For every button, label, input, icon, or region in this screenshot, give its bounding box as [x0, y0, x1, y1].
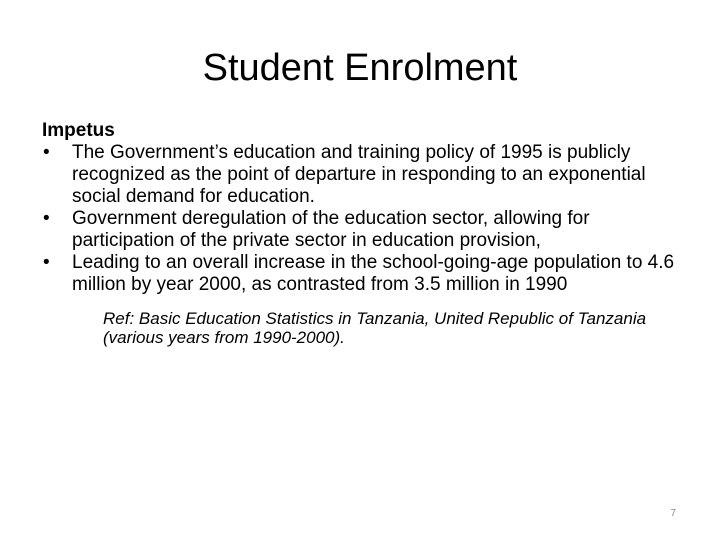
bullet-item	[42, 252, 682, 296]
bullet-item	[42, 208, 682, 252]
bullet-text: The Government’s education and training policy of 1995 is publicly recognized as the point of departure in responding to an exponential social demand for education.	[72, 142, 646, 207]
reference-note: Ref: Basic Education Statistics in Tanzania, United Republic of Tanzania (various years from 1990-2000).	[103, 309, 647, 347]
bullet-marker: •	[43, 208, 50, 229]
bullet-list	[42, 142, 682, 296]
bullet-marker: •	[43, 252, 50, 273]
bullet-text: Leading to an overall increase in the school-going-age population to 4.6 million by year 2000, as contrasted from 3.5 million in 1990	[72, 252, 675, 295]
section-heading: Impetus	[42, 120, 115, 141]
page-number: 7	[670, 508, 676, 519]
bullet-item	[42, 142, 682, 208]
slide-content	[42, 120, 682, 347]
slide-title: Student Enrolment	[202, 47, 518, 89]
bullet-text: Government deregulation of the education sector, allowing for participation of the private sector in education provision,	[72, 208, 590, 251]
bullet-marker: •	[43, 142, 50, 163]
